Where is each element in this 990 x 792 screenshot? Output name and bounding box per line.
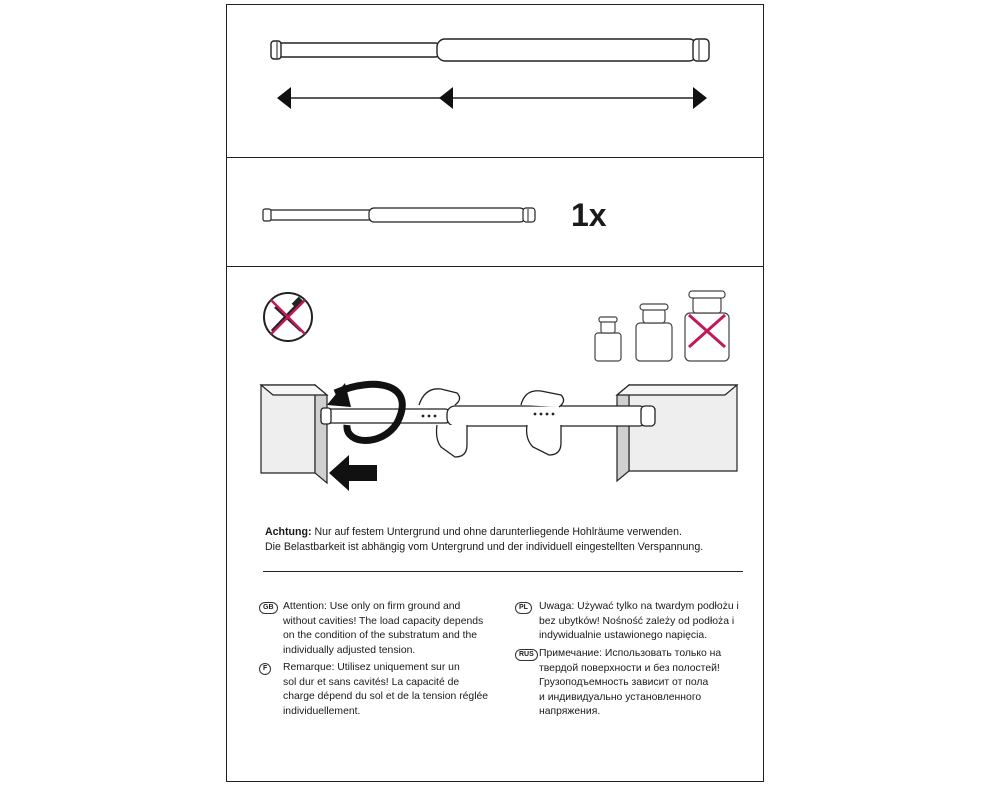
note-text: Примечание: Использовать только на твердой поверхности и без полостей! Грузоподъемность зависит от пола и индивидуально установленного напряжения. <box>539 648 722 718</box>
note-rus <box>515 647 755 723</box>
quantity-label: 1x <box>571 197 607 233</box>
installed-rod <box>321 406 655 426</box>
instruction-sheet <box>226 4 764 782</box>
language-badge: F <box>259 663 271 675</box>
extension-arrows <box>277 87 707 109</box>
weight-limit-icon <box>595 291 729 361</box>
installation-diagram <box>227 275 765 525</box>
warning-line-2: Die Belastbarkeit ist abhängig vom Untergrund und der individuell eingestellten Verspannung. <box>265 541 704 553</box>
note-text: Uwaga: Używać tylko na twardym podłożu i bez ubytków! Nośność zależy od podłoża i indywidualnie ustawionego napięcia. <box>539 601 739 642</box>
warning-line-1-text: Nur auf festem Untergrund und ohne darunterliegende Hohlräume verwenden. <box>314 526 682 538</box>
panel-contents <box>227 158 763 266</box>
push-arrow-icon <box>329 455 377 491</box>
left-wall <box>261 385 327 483</box>
language-badge: GB <box>259 602 278 614</box>
extendable-rod <box>271 39 709 61</box>
no-tools-icon <box>264 293 312 341</box>
note-pl <box>515 600 755 646</box>
note-text: Attention: Use only on firm ground and without cavities! The load capacity depends on the condition of the substratum and the individually adjusted tension. <box>283 601 484 656</box>
section-divider <box>227 266 763 267</box>
rod-contents-diagram <box>227 158 765 266</box>
rod-extension-diagram <box>227 5 765 157</box>
warning-text <box>265 525 745 555</box>
rod-part <box>263 208 535 222</box>
warning-line-1 <box>265 525 745 540</box>
panel-rod-extension <box>227 5 763 157</box>
note-text: Remarque: Utilisez uniquement sur un sol dur et sans cavités! La capacité de charge dépend du sol et de la tension réglée individuellement. <box>283 662 489 717</box>
notes-divider <box>263 571 743 572</box>
right-wall <box>617 385 737 481</box>
language-badge: PL <box>515 602 532 614</box>
note-f <box>259 661 509 723</box>
language-badge: RUS <box>515 649 538 661</box>
note-gb <box>259 600 509 660</box>
warning-lead: Achtung: <box>265 526 312 538</box>
